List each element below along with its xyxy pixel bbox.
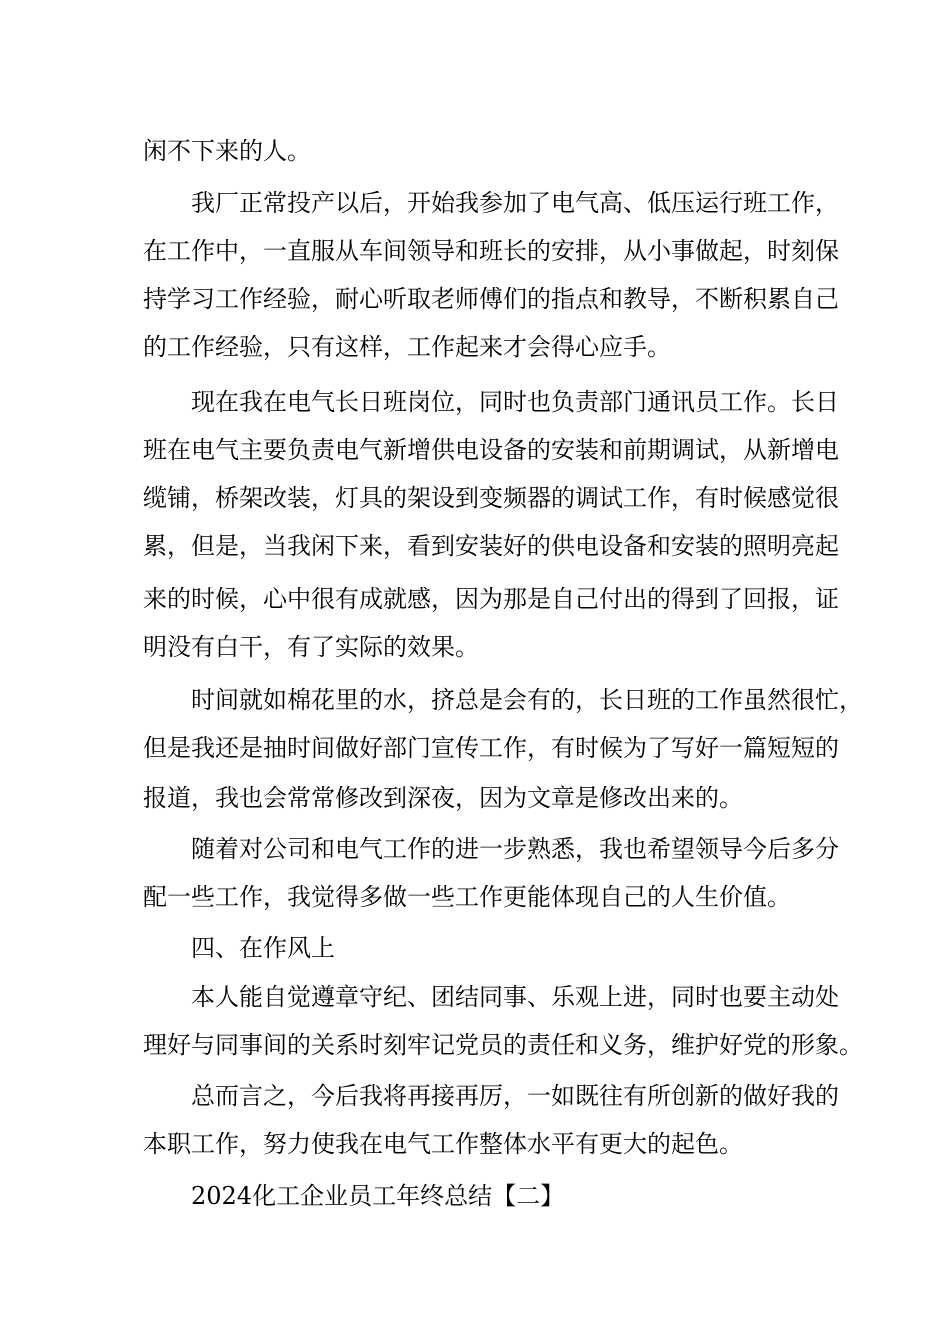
- text-line: 配一些工作，我觉得多做一些工作更能体现自己的人生价值。: [143, 883, 791, 911]
- text-line: 本人能自觉遵章守纪、团结同事、乐观上进，同时也要主动处: [191, 983, 839, 1011]
- text-line: 理好与同事间的关系时刻牢记党员的责任和义务，维护好党的形象。: [143, 1031, 863, 1059]
- text-line: 报道，我也会常常修改到深夜，因为文章是修改出来的。: [143, 784, 743, 812]
- text-line: 闲不下来的人。: [143, 137, 311, 165]
- text-line: 持学习工作经验，耐心听取老师傅们的指点和教导，不断积累自己: [143, 285, 839, 313]
- text-line: 但是我还是抽时间做好部门宣传工作，有时候为了写好一篇短短的: [143, 734, 839, 762]
- text-line: 缆铺，桥架改装，灯具的架设到变频器的调试工作，有时候感觉很: [143, 484, 839, 512]
- section-heading: 四、在作风上: [191, 934, 335, 962]
- text-line: 班在电气主要负责电气新增供电设备的安装和前期调试，从新增电: [143, 436, 839, 464]
- text-line: 累，但是，当我闲下来，看到安装好的供电设备和安装的照明亮起: [143, 532, 839, 560]
- text-line: 总而言之，今后我将再接再厉，一如既往有所创新的做好我的: [191, 1082, 839, 1110]
- text-line: 在工作中，一直服从车间领导和班长的安排，从小事做起，时刻保: [143, 237, 839, 265]
- document-subtitle: 2024化工企业员工年终总结【二】: [191, 1182, 565, 1210]
- text-line: 现在我在电气长日班岗位，同时也负责部门通讯员工作。长日: [191, 388, 839, 416]
- text-line: 的工作经验，只有这样，工作起来才会得心应手。: [143, 333, 671, 361]
- text-line: 来的时候，心中很有成就感，因为那是自己付出的得到了回报，证: [143, 585, 839, 613]
- text-line: 我厂正常投产以后，开始我参加了电气高、低压运行班工作，: [191, 189, 839, 217]
- text-line: 随着对公司和电气工作的进一步熟悉，我也希望领导今后多分: [191, 835, 839, 863]
- text-line: 明没有白干，有了实际的效果。: [143, 633, 479, 661]
- text-line: 本职工作，努力使我在电气工作整体水平有更大的起色。: [143, 1130, 743, 1158]
- text-line: 时间就如棉花里的水，挤总是会有的，长日班的工作虽然很忙，: [191, 686, 863, 714]
